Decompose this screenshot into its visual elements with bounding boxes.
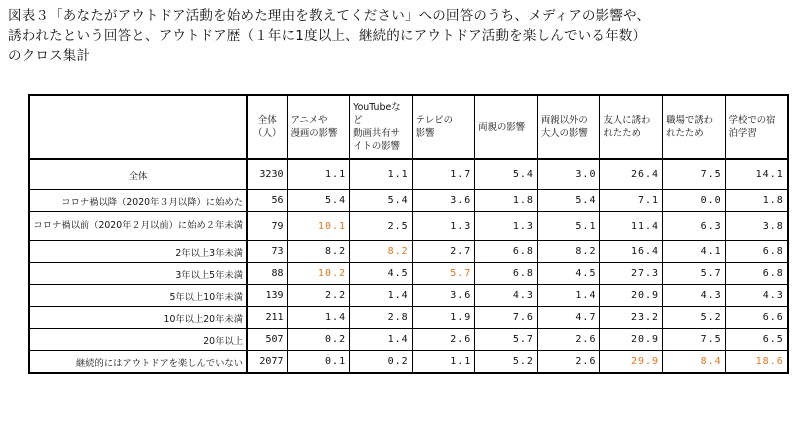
row-count: 88 (247, 263, 287, 285)
row-count: 2077 (247, 351, 287, 374)
title-line-2: 誘われたという回答と、アウトドア歴（１年に1度以上、継続的にアウトドア活動を楽しんでいる年数） (8, 28, 647, 44)
row-count: 139 (247, 285, 287, 307)
value-cell: 0.1 (287, 351, 350, 374)
column-header-line: 職場で誘わ (666, 115, 713, 126)
highlighted-value-cell: 10.2 (287, 263, 350, 285)
value-cell: 6.8 (725, 241, 788, 263)
value-cell: 4.5 (350, 263, 413, 285)
value-cell: 11.4 (600, 212, 663, 241)
value-cell: 1.8 (475, 190, 538, 212)
table-body (29, 159, 788, 373)
column-header-line: 動画共有サ (353, 128, 400, 139)
value-cell: 6.5 (725, 329, 788, 351)
value-cell: 1.4 (350, 329, 413, 351)
column-header (475, 95, 538, 159)
highlighted-value-cell: 8.4 (663, 351, 726, 374)
row-label: コロナ禍以降（2020年３月以降）に始めた (29, 190, 247, 212)
table-row (29, 190, 788, 212)
value-cell: 3.8 (725, 212, 788, 241)
highlighted-value-cell: 18.6 (725, 351, 788, 374)
value-cell: 5.4 (537, 190, 600, 212)
value-cell: 5.2 (475, 351, 538, 374)
value-cell: 1.8 (725, 190, 788, 212)
row-label: 全体 (29, 159, 247, 190)
value-cell: 2.6 (412, 329, 475, 351)
value-cell: 6.8 (475, 263, 538, 285)
column-header-line: れたため (603, 128, 641, 139)
value-cell: 2.5 (350, 212, 413, 241)
value-cell: 5.4 (475, 159, 538, 190)
value-cell: 5.7 (475, 329, 538, 351)
row-label: 2年以上3年未満 (29, 241, 247, 263)
value-cell: 5.4 (287, 190, 350, 212)
title-line-1: 図表３「あなたがアウトドア活動を始めた理由を教えてください」への回答のうち、メディアの影響や、 (8, 8, 651, 24)
highlighted-value-cell: 29.9 (600, 351, 663, 374)
value-cell: 16.4 (600, 241, 663, 263)
value-cell: 2.2 (287, 285, 350, 307)
value-cell: 5.4 (350, 190, 413, 212)
row-count: 79 (247, 212, 287, 241)
value-cell: 4.3 (663, 285, 726, 307)
value-cell: 0.0 (663, 190, 726, 212)
table-row (29, 241, 788, 263)
value-cell: 3.6 (412, 190, 475, 212)
row-label: 5年以上10年未満 (29, 285, 247, 307)
value-cell: 5.2 (663, 307, 726, 329)
value-cell: 6.3 (663, 212, 726, 241)
column-header (663, 95, 726, 159)
header-total (247, 95, 287, 159)
value-cell: 1.9 (412, 307, 475, 329)
value-cell: 8.2 (537, 241, 600, 263)
value-cell: 2.6 (537, 351, 600, 374)
table-row (29, 329, 788, 351)
table-row (29, 307, 788, 329)
highlighted-value-cell: 5.7 (412, 263, 475, 285)
value-cell: 1.1 (412, 351, 475, 374)
value-cell: 20.9 (600, 329, 663, 351)
value-cell: 6.8 (475, 241, 538, 263)
row-count: 73 (247, 241, 287, 263)
header-corner (29, 95, 247, 159)
column-header-line: 漫画の影響 (290, 128, 338, 139)
value-cell: 6.8 (725, 263, 788, 285)
column-header (287, 95, 350, 159)
value-cell: 3.6 (412, 285, 475, 307)
value-cell: 1.4 (287, 307, 350, 329)
column-header-line: テレビの (415, 115, 454, 126)
row-count: 56 (247, 190, 287, 212)
value-cell: 4.3 (725, 285, 788, 307)
row-label: コロナ禍以前（2020年２月以前）に始め２年未満 (29, 212, 247, 241)
row-label: 継続的にはアウトドアを楽しんでいない (29, 351, 247, 374)
value-cell: 2.6 (537, 329, 600, 351)
column-header (600, 95, 663, 159)
cross-tab-table (28, 94, 789, 374)
table-row (29, 212, 788, 241)
value-cell: 4.3 (475, 285, 538, 307)
table-row (29, 285, 788, 307)
column-header-line: 影響 (415, 128, 435, 139)
value-cell: 1.7 (412, 159, 475, 190)
row-label: 20年以上 (29, 329, 247, 351)
column-header-line: 両親以外の (540, 115, 588, 126)
column-header (725, 95, 788, 159)
value-cell: 23.2 (600, 307, 663, 329)
column-header (350, 95, 413, 159)
value-cell: 1.3 (475, 212, 538, 241)
value-cell: 8.2 (287, 241, 350, 263)
column-header-line: 泊学習 (728, 128, 757, 139)
value-cell: 4.7 (537, 307, 600, 329)
value-cell: 7.6 (475, 307, 538, 329)
value-cell: 7.5 (663, 159, 726, 190)
value-cell: 27.3 (600, 263, 663, 285)
value-cell: 7.1 (600, 190, 663, 212)
column-header-line: 学校での宿 (728, 115, 776, 126)
header-row (29, 95, 788, 159)
title-line-3: のクロス集計 (8, 48, 91, 64)
column-header-line: れたため (666, 128, 704, 139)
row-count: 507 (247, 329, 287, 351)
value-cell: 1.3 (412, 212, 475, 241)
value-cell: 5.7 (663, 263, 726, 285)
value-cell: 4.1 (663, 241, 726, 263)
column-header (537, 95, 600, 159)
column-header-line: 両親の影響 (478, 121, 526, 133)
value-cell: 1.4 (350, 285, 413, 307)
value-cell: 7.5 (663, 329, 726, 351)
column-header-line: 友人に誘わ (603, 115, 651, 126)
value-cell: 6.6 (725, 307, 788, 329)
table-row (29, 263, 788, 285)
column-header-line: YouTubeなど (353, 102, 401, 126)
value-cell: 20.9 (600, 285, 663, 307)
column-header-line: 大人の影響 (540, 128, 588, 139)
header-total-line: 全体 (257, 115, 277, 126)
column-header (412, 95, 475, 159)
value-cell: 0.2 (350, 351, 413, 374)
value-cell: 2.8 (350, 307, 413, 329)
value-cell: 0.2 (287, 329, 350, 351)
row-count: 3230 (247, 159, 287, 190)
value-cell: 5.1 (537, 212, 600, 241)
value-cell: 1.4 (537, 285, 600, 307)
table-row (29, 351, 788, 374)
figure-title (8, 6, 803, 66)
value-cell: 4.5 (537, 263, 600, 285)
table-row (29, 159, 788, 190)
row-label: 3年以上5年未満 (29, 263, 247, 285)
highlighted-value-cell: 8.2 (350, 241, 413, 263)
row-count: 211 (247, 307, 287, 329)
column-header-line: アニメや (290, 115, 328, 126)
value-cell: 2.7 (412, 241, 475, 263)
value-cell: 26.4 (600, 159, 663, 190)
value-cell: 3.0 (537, 159, 600, 190)
column-header-line: イトの影響 (353, 141, 400, 152)
highlighted-value-cell: 10.1 (287, 212, 350, 241)
row-label: 10年以上20年未満 (29, 307, 247, 329)
value-cell: 1.1 (350, 159, 413, 190)
value-cell: 1.1 (287, 159, 350, 190)
header-total-unit: （人） (252, 128, 282, 139)
value-cell: 14.1 (725, 159, 788, 190)
